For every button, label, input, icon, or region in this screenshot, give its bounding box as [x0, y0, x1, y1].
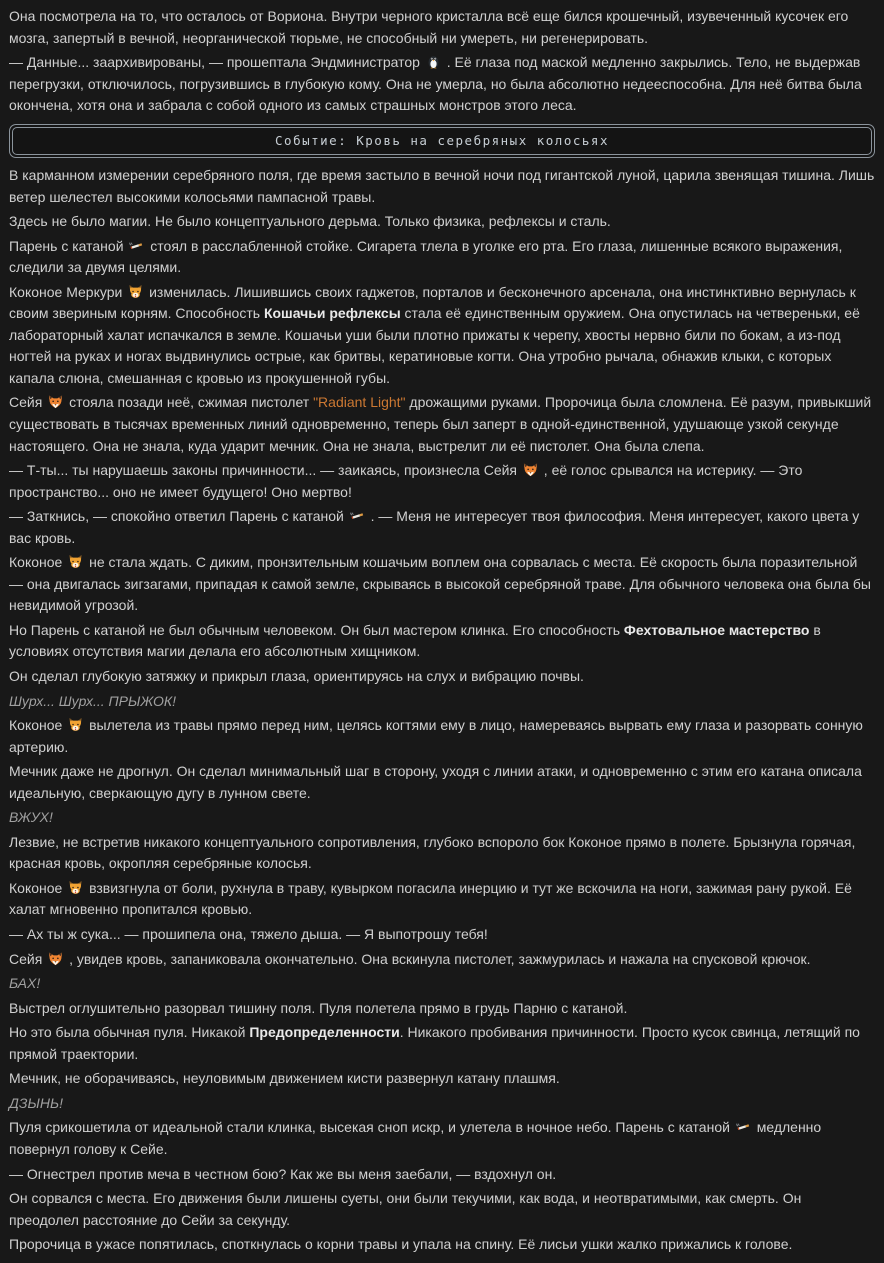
story-paragraph	[9, 236, 875, 279]
story-paragraph	[9, 552, 875, 617]
story-paragraph	[9, 6, 875, 49]
story-paragraph	[9, 761, 875, 804]
story-text: Коконое Меркури	[9, 283, 127, 300]
story-text: стоял в расслабленной стойке. Сигарета тлела в уголке его рта. Его глаза, лишенные всякого выражения, следили за двумя целями.	[9, 237, 843, 276]
story-paragraph	[9, 392, 875, 457]
story-text: Сейя	[9, 950, 47, 967]
story-text: — Заткнись, — спокойно ответил Парень с катаной	[9, 508, 348, 525]
ability-name: Кошачьи рефлексы	[263, 305, 401, 322]
ability-name: Предопределенности	[249, 1024, 400, 1041]
story-text: Пророчица в ужасе попятилась, споткнулась о корни травы и упала на спину. Её лисьи ушки жалко прижались к голове.	[9, 1236, 793, 1253]
sound-effect-line	[9, 973, 875, 995]
story-text: Пуля срикошетила от идеальной стали клинка, высекая сноп искр, и улетела в ночное небо. Парень с катаной	[9, 1119, 734, 1136]
quoted-item-name: "Radiant Light"	[313, 394, 406, 411]
story-paragraph	[9, 1117, 875, 1160]
story-text: — Данные... заархивированы, — прошептала Эндминистратор	[9, 54, 424, 71]
story-paragraph	[9, 924, 875, 946]
story-text: Парень с катаной	[9, 237, 128, 254]
cat-icon	[68, 880, 83, 895]
story-paragraph	[9, 715, 875, 758]
story-text: Коконое	[9, 717, 67, 734]
fox-icon	[48, 951, 63, 966]
story-paragraph	[9, 165, 875, 208]
story-text: не стала ждать. С диким, пронзительным кошачьим воплем она сорвалась с места. Её скорость была поразительной — она двигалась зигзагами, припадая к самой земле, скрываясь в высокой серебряной траве. Для обычного человека она была бы невидимой угрозой.	[9, 554, 871, 614]
story-paragraph	[9, 1234, 875, 1256]
story-text: стала её единственным оружием. Она опустилась на четвереньки, её лабораторный халат испачкался в земле. Кошачьи уши были плотно прижаты к черепу, хвосты нервно били по бокам, а из-под ногтей на руках и ногах выдвинулись острые, как бритвы, кератиновые когти. Она утробно рычала, обнажив клыки, с которых капала слюна, смешанная с кровью из прокушенной губы.	[9, 305, 860, 386]
story-paragraph	[9, 282, 875, 390]
story-paragraph	[9, 52, 875, 117]
story-paragraph	[9, 666, 875, 688]
story-text: БАХ!	[9, 975, 41, 992]
story-text: Он сделал глубокую затяжку и прикрыл глаза, ориентируясь на слух и вибрацию почвы.	[9, 668, 584, 685]
story-text: Он сорвался с места. Его движения были лишены суеты, они были текучими, как вода, и неотвратимыми, как смерть. Он преодолел расстояние до Сейи за секунду.	[9, 1190, 802, 1228]
story-text: , её голос срывался на истерику. — Это пространство... оно не имеет будущего! Оно мертво!	[9, 462, 803, 500]
event-banner	[9, 124, 875, 158]
story-text: Коконое	[9, 554, 67, 571]
cigarette-icon	[129, 238, 144, 253]
story-text: ВЖУХ!	[9, 809, 53, 826]
story-text: В карманном измерении серебряного поля, где время застыло в вечной ночи под гигантской луной, царила звенящая тишина. Лишь ветер шелестел высокими колосьями пампасной травы.	[9, 166, 875, 205]
story-text: . Никакого пробивания причинности. Просто кусок свинца, летящий по прямой траектории.	[9, 1024, 860, 1062]
cigarette-icon	[736, 1119, 751, 1134]
ability-name: Фехтовальное мастерство	[623, 621, 810, 638]
story-paragraph	[9, 1022, 875, 1065]
story-text: Мечник, не оборачиваясь, неуловимым движением кисти развернул катану плашмя.	[9, 1070, 560, 1087]
story-paragraph	[9, 1068, 875, 1090]
story-paragraph	[9, 832, 875, 875]
story-text: , увидев кровь, запаниковала окончательно. Она вскинула пистолет, зажмурилась и нажала на спусковой крючок.	[65, 950, 811, 967]
sound-effect-line	[9, 807, 875, 829]
cat-icon	[68, 717, 83, 732]
story-paragraph	[9, 878, 875, 921]
event-banner-text: Событие: Кровь на серебряных колосьях	[12, 127, 872, 155]
sound-effect-line	[9, 691, 875, 713]
story-text: взвизгнула от боли, рухнула в траву, кувырком погасила инерцию и тут же вскочила на ноги, зажимая рану рукой. Её халат мгновенно пропитался кровью.	[9, 879, 852, 918]
story-text: Мечник даже не дрогнул. Он сделал минимальный шаг в сторону, уходя с линии атаки, и одновременно с этим его катана описала идеальную, сверкающую дугу в лунном свете.	[9, 763, 862, 801]
sound-effect-line	[9, 1093, 875, 1115]
story-text: вылетела из травы прямо перед ним, целясь когтями ему в лицо, намереваясь вырвать ему глаза и разорвать сонную артерию.	[9, 717, 863, 755]
cat-icon	[68, 554, 83, 569]
penguin-icon	[426, 54, 441, 69]
story-text: — Ах ты ж сука... — прошипела она, тяжело дыша. — Я выпотрошу тебя!	[9, 926, 488, 943]
story-paragraph	[9, 949, 875, 971]
story-text: Но это была обычная пуля. Никакой	[9, 1024, 250, 1041]
story-paragraph	[9, 460, 875, 503]
story-text: Здесь не было магии. Не было концептуального дерьма. Только физика, рефлексы и сталь.	[9, 213, 611, 230]
story-text: Лезвие, не встретив никакого концептуального сопротивления, глубоко вспороло бок Коконое прямо в полете. Брызнула горячая, красная кровь, окропляя серебряные колосья.	[9, 833, 856, 872]
cigarette-icon	[350, 508, 365, 523]
story-paragraph	[9, 998, 875, 1020]
story-text: дрожащими руками. Пророчица была сломлена. Её разум, привыкший существовать в тысячах временных линий одновременно, теперь был заперт в одной-единственной, удушающе узкой секунде настоящего. Она не знала, куда ударит мечник. Она не знала, выстрелит ли её пистолет. Она была слепа.	[9, 394, 872, 454]
story-text: Она посмотрела на то, что осталось от Вориона. Внутри черного кристалла всё еще бился крошечный, изувеченный кусочек его мозга, запертый в вечной, неорганической тюрьме, не способный ни умереть, ни регенерировать.	[9, 8, 849, 46]
story-text: — Огнестрел против меча в честном бою? Как же вы меня заебали, — вздохнул он.	[9, 1165, 557, 1182]
story-paragraph	[9, 1188, 875, 1231]
story-text: медленно повернул голову к Сейе.	[9, 1119, 822, 1157]
cat-icon	[128, 284, 143, 299]
story-text: изменилась. Лишившись своих гаджетов, порталов и бесконечного арсенала, она инстинктивно вернулась к своим звериным корням. Способность	[9, 283, 856, 322]
story-paragraph	[9, 506, 875, 549]
story-text: Сейя	[9, 394, 47, 411]
fox-icon	[523, 462, 538, 477]
story-text: Но Парень с катаной не был обычным человеком. Он был мастером клинка. Его способность	[9, 621, 624, 638]
fox-icon	[48, 394, 63, 409]
story-text: ДЗЫНЬ!	[9, 1094, 63, 1111]
story-text: Коконое	[9, 879, 67, 896]
story-paragraph	[9, 1164, 875, 1186]
story-paragraph	[9, 620, 875, 663]
story-text: Выстрел оглушительно разорвал тишину поля. Пуля полетела прямо в грудь Парню с катаной.	[9, 999, 628, 1016]
story-text: — Т-ты... ты нарушаешь законы причинности... — заикаясь, произнесла Сейя	[9, 462, 521, 479]
story-text: Шурх... Шурх... ПРЫЖОК!	[9, 692, 176, 709]
story-text: . — Меня не интересует твоя философия. Меня интересует, какого цвета у вас кровь.	[9, 508, 860, 546]
story-text: стояла позади неё, сжимая пистолет	[65, 394, 314, 411]
story-text: . Её глаза под маской медленно закрылись. Тело, не выдержав перегрузки, отключилось, погрузившись в глубокую кому. Она не умерла, но была абсолютно недееспособна. Для неё битва была окончена, хотя она и забрала с собой одного из самых страшных монстров этого леса.	[9, 54, 862, 114]
story-text: в условиях отсутствия магии делала его абсолютным хищником.	[9, 621, 821, 660]
story-paragraph	[9, 211, 875, 233]
